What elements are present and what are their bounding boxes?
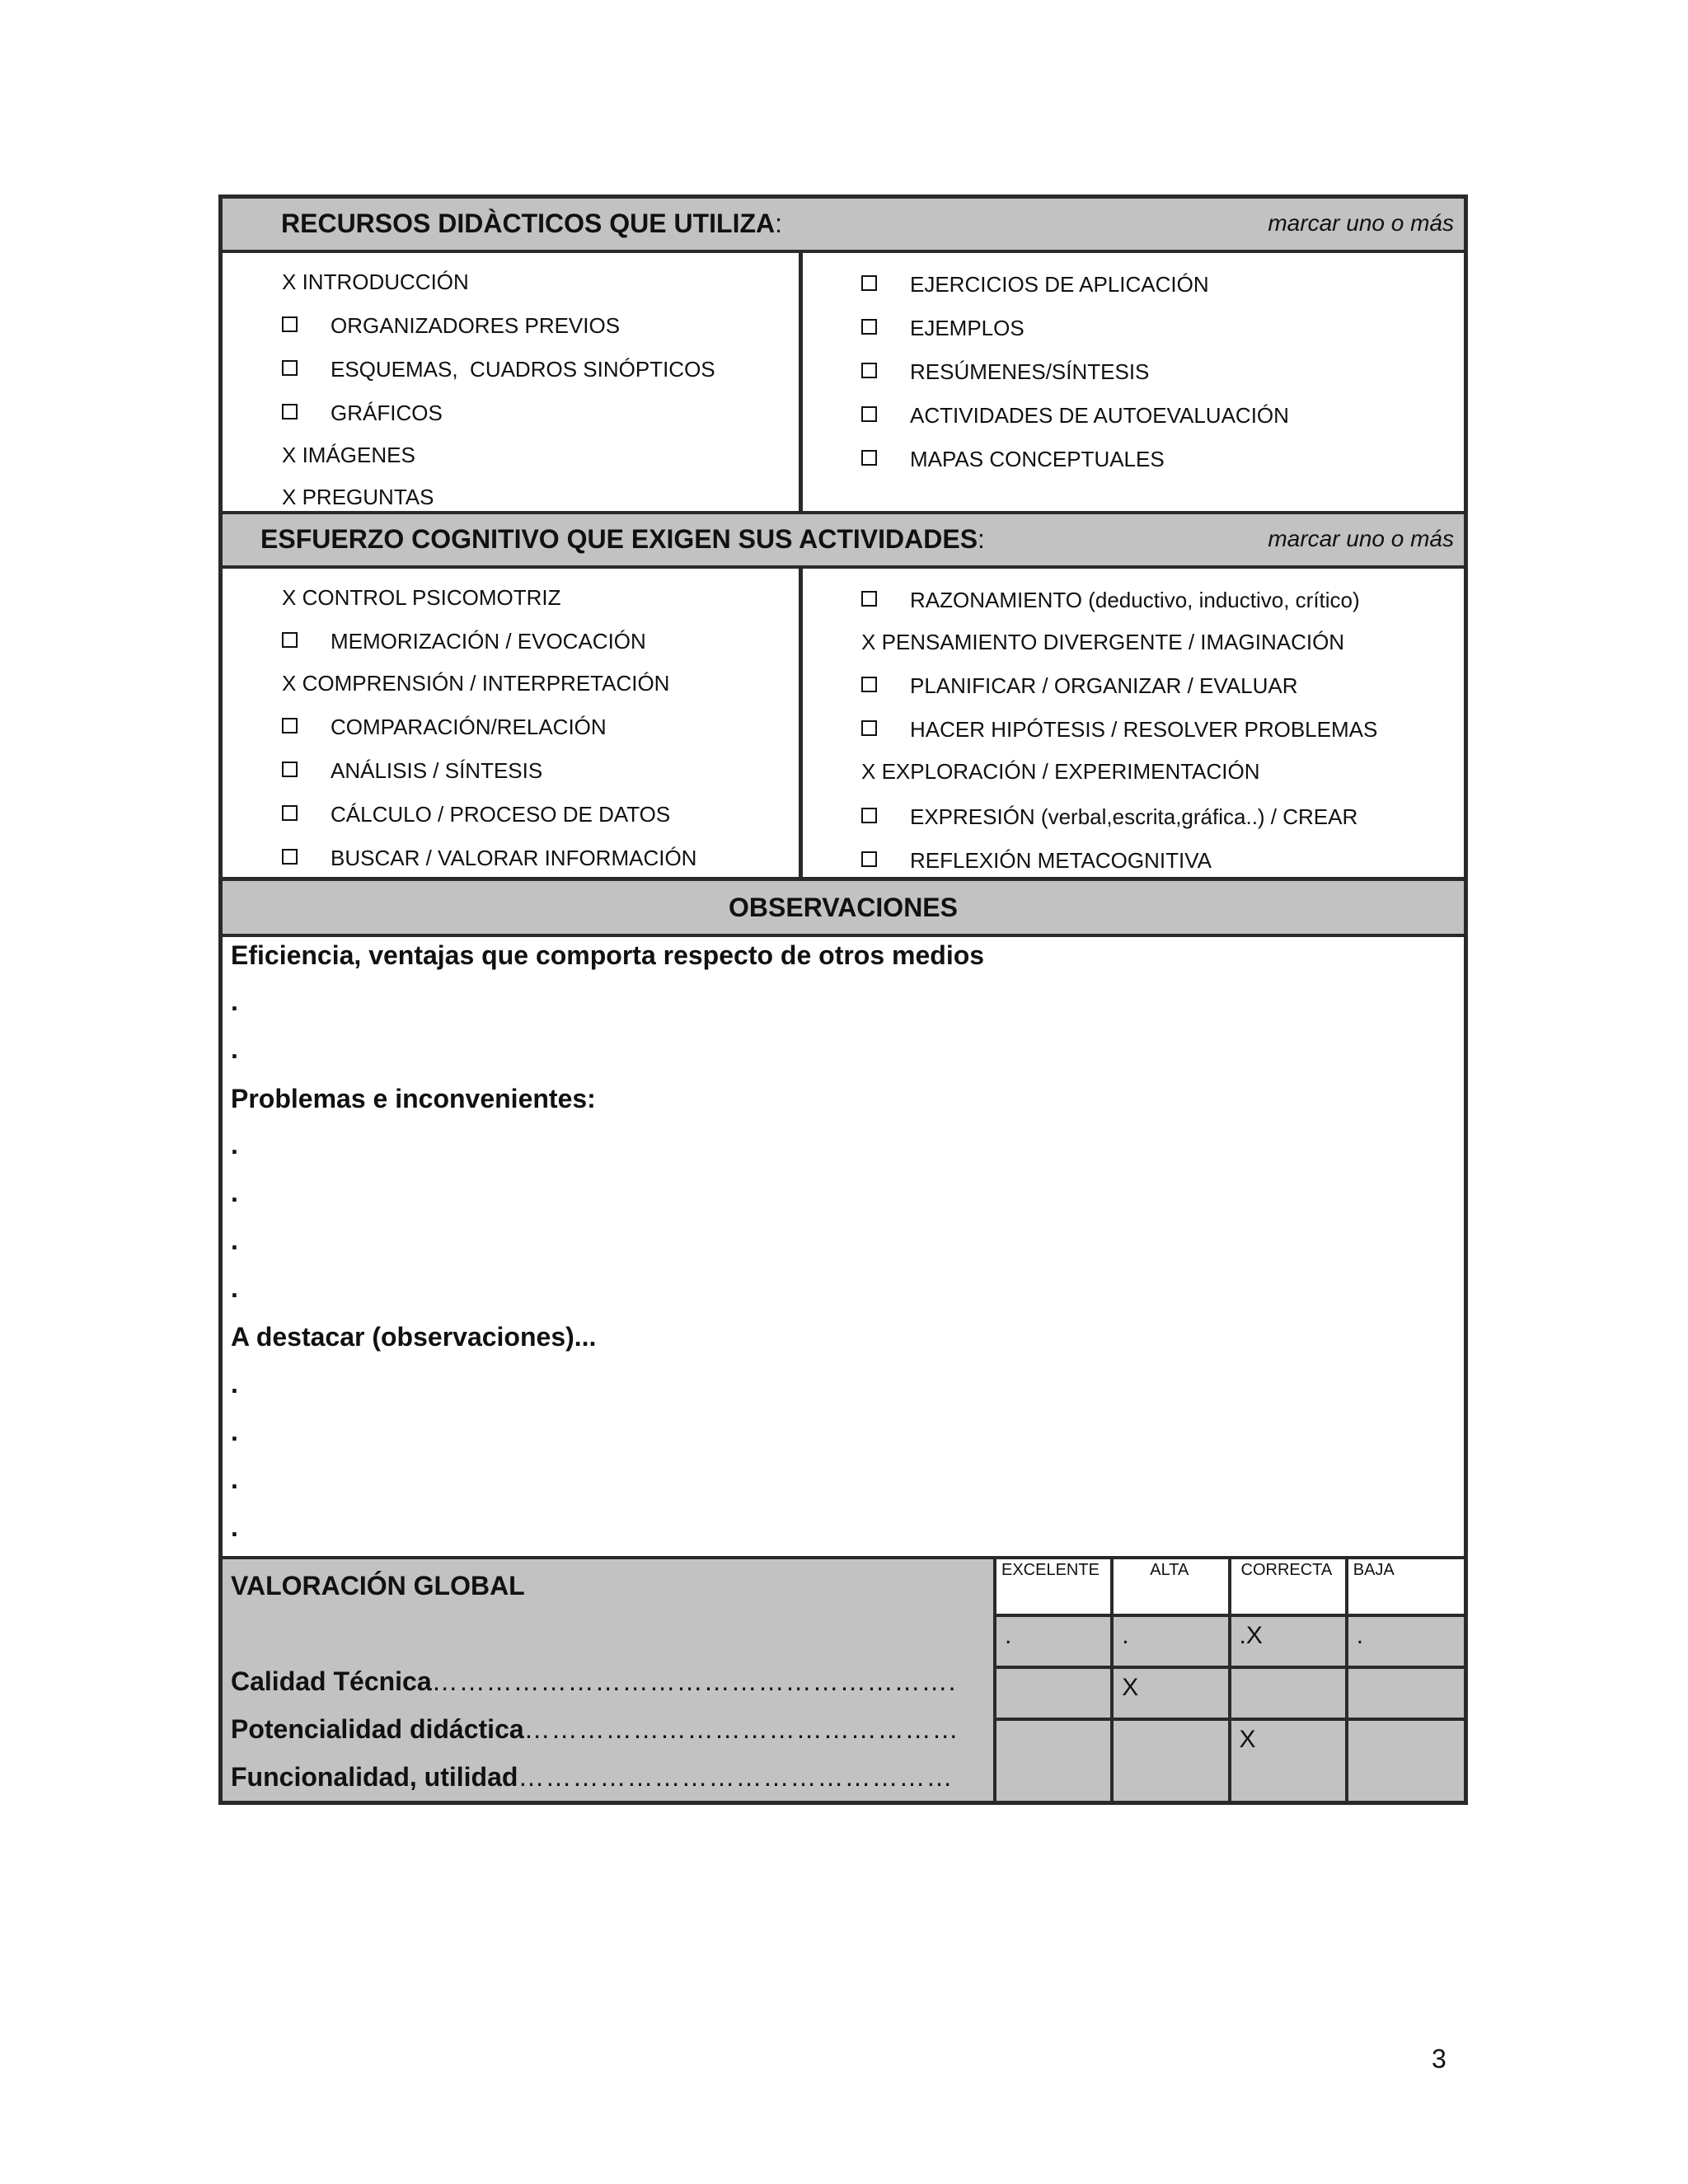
checked-mark: X: [861, 759, 876, 784]
grid-row-potencialidad-funcionalidad: [995, 1719, 1464, 1801]
unchecked-box-icon: [282, 849, 298, 865]
unchecked-box-icon: [282, 360, 298, 376]
esfuerzo-title: ESFUERZO COGNITIVO QUE EXIGEN SUS ACTIVIDADES:: [260, 524, 985, 554]
recursos-title: RECURSOS DIDÀCTICOS QUE UTILIZA:: [281, 209, 783, 238]
problemas-line-4[interactable]: .: [231, 1273, 238, 1303]
checked-mark: X: [282, 585, 297, 610]
unchecked-box-icon: [282, 632, 298, 648]
grid-header-row: [995, 1559, 1464, 1615]
checkbox-introduccion[interactable]: X INTRODUCCIÓN: [282, 269, 469, 294]
unchecked-box-icon: [861, 319, 877, 335]
unchecked-box-icon: [861, 406, 877, 422]
checkbox-mapas[interactable]: MAPAS CONCEPTUALES: [861, 447, 1165, 471]
eficiencia-line-2[interactable]: .: [231, 1034, 238, 1064]
checkbox-control-psicomotriz[interactable]: X CONTROL PSICOMOTRIZ: [282, 585, 561, 610]
checked-mark: X: [282, 485, 297, 509]
checked-mark: X: [861, 630, 876, 654]
checked-mark: X: [282, 443, 297, 467]
checked-mark: X: [282, 671, 297, 696]
checkbox-pensamiento-divergente[interactable]: X PENSAMIENTO DIVERGENTE / IMAGINACIÓN: [861, 630, 1345, 654]
unchecked-box-icon: [861, 275, 877, 291]
rating-cell[interactable]: .: [995, 1615, 1112, 1667]
recursos-section: [223, 253, 1464, 515]
rating-cell[interactable]: [1347, 1719, 1464, 1801]
valoracion-labels: [223, 1559, 993, 1801]
destacar-line-4[interactable]: .: [231, 1512, 238, 1542]
funcionalidad-utilidad-label: Funcionalidad, utilidad…………………………………………: [231, 1762, 954, 1792]
eficiencia-line-1[interactable]: .: [231, 987, 238, 1016]
esfuerzo-note: marcar uno o más: [1268, 526, 1454, 551]
rating-cell[interactable]: X: [1112, 1667, 1229, 1719]
recursos-header: [223, 199, 1464, 253]
checkbox-exploracion[interactable]: X EXPLORACIÓN / EXPERIMENTACIÓN: [861, 759, 1260, 784]
checkbox-memorizacion[interactable]: MEMORIZACIÓN / EVOCACIÓN: [282, 629, 646, 654]
checkbox-graficos[interactable]: GRÁFICOS: [282, 401, 443, 425]
recursos-left-column: [223, 253, 803, 511]
unchecked-box-icon: [861, 808, 877, 823]
checkbox-comprension[interactable]: X COMPRENSIÓN / INTERPRETACIÓN: [282, 671, 670, 696]
valoracion-grid: [993, 1559, 1464, 1801]
checked-mark: X: [282, 269, 297, 294]
unchecked-box-icon: [861, 851, 877, 867]
calidad-tecnica-label: Calidad Técnica………………………………………………….: [231, 1666, 957, 1696]
valoracion-section: [223, 1559, 1464, 1801]
destacar-heading: A destacar (observaciones)...: [231, 1322, 597, 1352]
problemas-heading: Problemas e inconvenientes:: [231, 1084, 596, 1113]
destacar-line-3[interactable]: .: [231, 1465, 238, 1494]
header-correcta: CORRECTA: [1230, 1559, 1347, 1615]
checkbox-reflexion[interactable]: REFLEXIÓN METACOGNITIVA: [861, 848, 1212, 873]
unchecked-box-icon: [861, 720, 877, 736]
checkbox-comparacion[interactable]: COMPARACIÓN/RELACIÓN: [282, 715, 607, 739]
checkbox-organizadores-previos[interactable]: ORGANIZADORES PREVIOS: [282, 313, 620, 338]
unchecked-box-icon: [282, 718, 298, 733]
rating-cell[interactable]: .: [1112, 1615, 1229, 1667]
evaluation-form: [218, 194, 1468, 1805]
esfuerzo-left-column: [223, 569, 803, 877]
unchecked-box-icon: [282, 762, 298, 777]
checkbox-calculo[interactable]: CÁLCULO / PROCESO DE DATOS: [282, 802, 670, 827]
observaciones-title: OBSERVACIONES: [729, 893, 958, 922]
problemas-line-2[interactable]: .: [231, 1178, 238, 1207]
page-number: 3: [1432, 2044, 1447, 2074]
checkbox-buscar[interactable]: BUSCAR / VALORAR INFORMACIÓN: [282, 846, 696, 870]
checkbox-ejemplos[interactable]: EJEMPLOS: [861, 316, 1025, 340]
rating-cell[interactable]: [1230, 1667, 1347, 1719]
rating-cell[interactable]: .: [1347, 1615, 1464, 1667]
rating-cell[interactable]: [995, 1719, 1112, 1801]
unchecked-box-icon: [861, 363, 877, 378]
header-baja: BAJA: [1347, 1559, 1464, 1615]
header-excelente: EXCELENTE: [995, 1559, 1112, 1615]
eficiencia-heading: Eficiencia, ventajas que comporta respecto de otros medios: [231, 940, 985, 970]
esfuerzo-section: [223, 569, 1464, 881]
unchecked-box-icon: [861, 450, 877, 466]
grid-row-calidad-tecnica: [995, 1667, 1464, 1719]
observaciones-section: [223, 937, 1464, 1559]
observaciones-header: [223, 881, 1464, 937]
destacar-line-1[interactable]: .: [231, 1369, 238, 1399]
problemas-line-1[interactable]: .: [231, 1130, 238, 1160]
checkbox-razonamiento[interactable]: RAZONAMIENTO (deductivo, inductivo, crítico): [861, 588, 1360, 612]
esfuerzo-header: [223, 514, 1464, 569]
esfuerzo-right-column: [803, 569, 1464, 877]
destacar-line-2[interactable]: .: [231, 1417, 238, 1446]
unchecked-box-icon: [282, 805, 298, 821]
rating-cell[interactable]: .X: [1230, 1615, 1347, 1667]
unchecked-box-icon: [861, 677, 877, 692]
problemas-line-3[interactable]: .: [231, 1226, 238, 1255]
checkbox-analisis[interactable]: ANÁLISIS / SÍNTESIS: [282, 758, 542, 783]
header-alta: ALTA: [1112, 1559, 1229, 1615]
recursos-right-column: [803, 253, 1464, 511]
checkbox-autoevaluacion[interactable]: ACTIVIDADES DE AUTOEVALUACIÓN: [861, 403, 1289, 428]
unchecked-box-icon: [282, 404, 298, 419]
checkbox-esquemas[interactable]: ESQUEMAS, CUADROS SINÓPTICOS: [282, 357, 715, 382]
unchecked-box-icon: [282, 316, 298, 332]
checkbox-preguntas[interactable]: X PREGUNTAS: [282, 485, 434, 509]
checkbox-expresion[interactable]: EXPRESIÓN (verbal,escrita,gráfica..) / CREAR: [861, 804, 1357, 829]
rating-cell[interactable]: [1347, 1667, 1464, 1719]
recursos-note: marcar uno o más: [1268, 210, 1454, 236]
unchecked-box-icon: [861, 591, 877, 607]
rating-cell[interactable]: X: [1230, 1719, 1347, 1801]
checkbox-resumenes[interactable]: RESÚMENES/SÍNTESIS: [861, 359, 1149, 384]
valoracion-title: VALORACIÓN GLOBAL: [231, 1571, 525, 1601]
checkbox-planificar[interactable]: PLANIFICAR / ORGANIZAR / EVALUAR: [861, 673, 1298, 698]
potencialidad-didactica-label: Potencialidad didáctica…………………………………………: [231, 1714, 959, 1744]
rating-cell[interactable]: [995, 1667, 1112, 1719]
checkbox-hipotesis[interactable]: HACER HIPÓTESIS / RESOLVER PROBLEMAS: [861, 717, 1377, 742]
grid-row: [995, 1615, 1464, 1667]
checkbox-ejercicios[interactable]: EJERCICIOS DE APLICACIÓN: [861, 272, 1209, 297]
rating-cell[interactable]: [1112, 1719, 1229, 1801]
checkbox-imagenes[interactable]: X IMÁGENES: [282, 443, 415, 467]
